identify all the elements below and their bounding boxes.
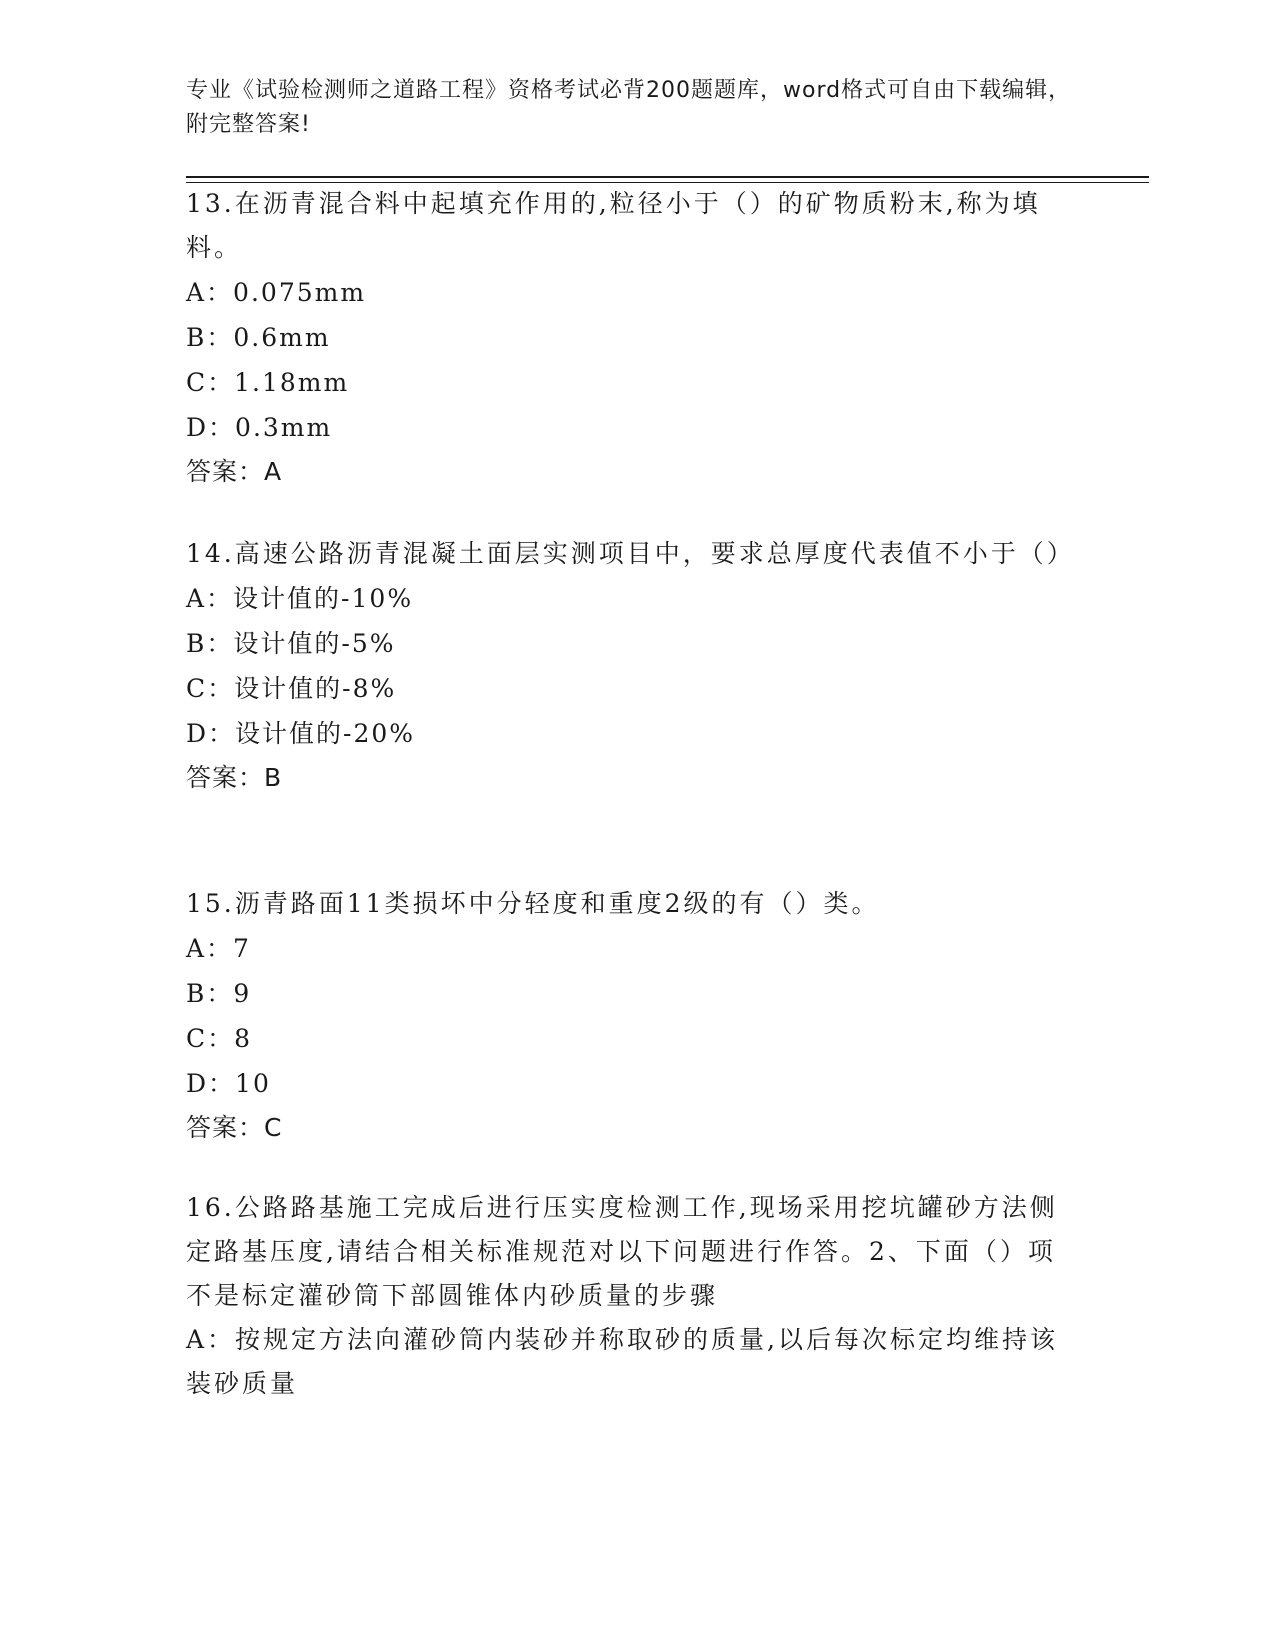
question-stem: 15.沥青路面11类损坏中分轻度和重度2级的有（）类。	[186, 889, 880, 918]
option-b: B：0.6mm	[186, 323, 331, 352]
option-a: A：0.075mm	[186, 278, 367, 307]
answer-label: 答案：B	[186, 763, 283, 792]
question-stem: 16.公路路基施工完成后进行压实度检测工作,现场采用挖坑罐砂方法侧定路基压度,请结合相关标准规范对以下问题进行作答。2、下面（）项不是标定灌砂筒下部圆锥体内砂质量的步骤	[186, 1193, 1058, 1310]
option-c: C：1.18mm	[186, 368, 350, 397]
option-c: C：8	[186, 1024, 253, 1053]
question-15	[186, 882, 1066, 1150]
document-header: 专业《试验检测师之道路工程》资格考试必背200题题库，word格式可自由下载编辑，附完整答案!	[186, 78, 1072, 137]
option-a: A：按规定方法向灌砂筒内装砂并称取砂的质量,以后每次标定均维持该装砂质量	[186, 1325, 1059, 1398]
header-divider	[186, 176, 1149, 178]
option-a: A：7	[186, 934, 251, 963]
question-stem: 14.高速公路沥青混凝土面层实测项目中，要求总厚度代表值不小于（）	[186, 539, 1075, 568]
answer-label: 答案：A	[186, 457, 283, 486]
question-stem: 13.在沥青混合料中起填充作用的,粒径小于（）的矿物质粉末,称为填料。	[186, 189, 1041, 262]
option-d: D：设计值的-20%	[186, 719, 416, 748]
option-b: B：9	[186, 979, 252, 1008]
option-a: A：设计值的-10%	[186, 584, 414, 613]
question-14	[186, 532, 1075, 800]
answer-label: 答案：C	[186, 1113, 283, 1142]
question-16	[186, 1186, 1066, 1406]
option-c: C：设计值的-8%	[186, 674, 397, 703]
option-b: B：设计值的-5%	[186, 629, 396, 658]
option-d: D：10	[186, 1069, 271, 1098]
question-13	[186, 182, 1066, 494]
option-d: D：0.3mm	[186, 413, 333, 442]
